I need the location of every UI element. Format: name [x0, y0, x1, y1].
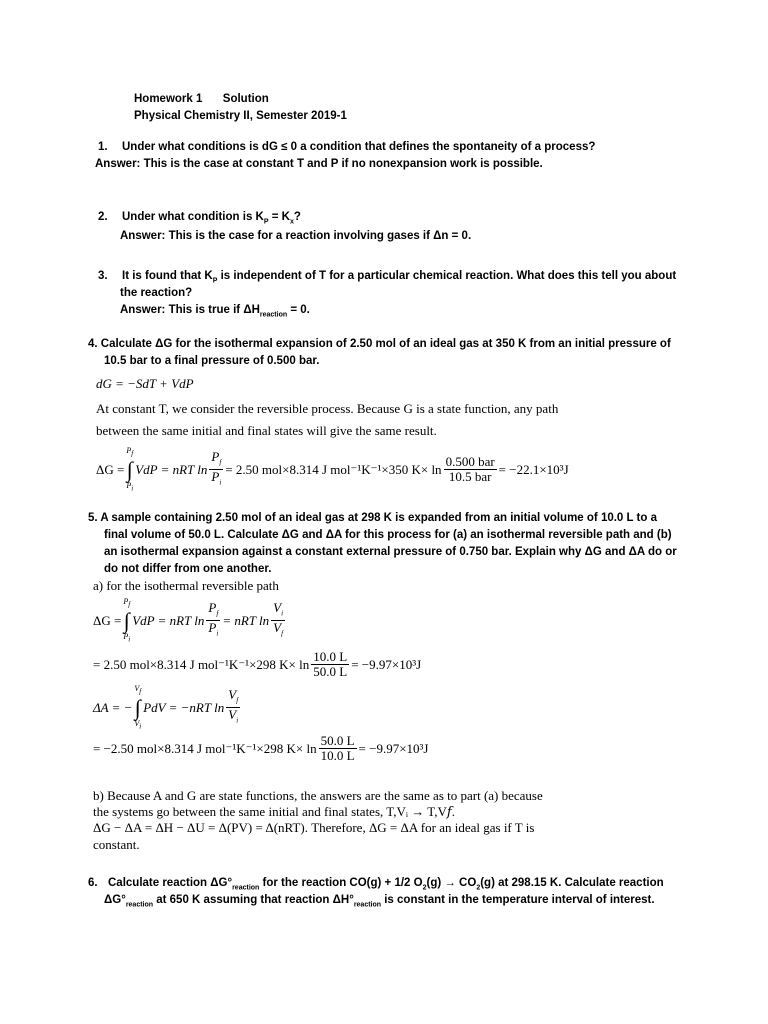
homework-title: Homework 1: [134, 93, 203, 105]
part-b-line-2: the systems go between the same initial and final states, T,Vᵢ → T,V𝑓.: [93, 804, 455, 819]
question-6-cont: $\Delta G^\circ_{reaction}$ at 650 K assuming that reaction $\Delta H^\circ_{reaction}$ is constant in the temperature interval of interest.: [104, 894, 655, 909]
equation-a1: ΔG = $P_f$ ∫ $P_i$ VdP = nRT ln $\frac{P_f}{P_i}$ = nRT ln $\frac{V_i}{V_f}$: [93, 597, 284, 644]
question-number: 1.: [98, 141, 108, 153]
pressure-ratio: $\frac{P_f}{P_i}$: [211, 448, 222, 487]
equation-a2: = 2.50 mol×8.314 J mol⁻¹K⁻¹×298 K× ln $\frac{10.0 L}{50.0 L}$ = −9.97×10³J: [93, 649, 422, 679]
integral-sign: $V_f$ ∫ $V_i$: [134, 684, 142, 731]
question-1: [98, 141, 595, 153]
question-6: 6. Calculate reaction $\Delta G^\circ_{reaction}$ for the reaction CO(g) + 1/2 $O_2(g) \to CO_2(g)$ at 298.15 K. Calculate reaction: [88, 877, 664, 892]
answer-2: Answer: This is the case for a reaction involving gases if Δn = 0.: [120, 230, 472, 242]
pressure-values: $\frac{\text{0.500 bar}}{\text{10.5 bar}}$: [445, 454, 495, 485]
explanation-line-2: between the same initial and final states will give the same result.: [96, 423, 437, 438]
question-number: 6.: [88, 877, 98, 889]
question-4-cont: 10.5 bar to a final pressure of 0.500 bar.: [104, 355, 320, 367]
question-5-line-2: final volume of 50.0 L. Calculate ΔG and ΔA for this process for (a) an isothermal reversible path and (b): [104, 529, 672, 541]
question-4: 4. Calculate ΔG for the isothermal expansion of 2.50 mol of an ideal gas at 350 K from an initial pressure of: [88, 338, 671, 350]
equation-dg: dG = −SdT + VdP: [96, 376, 194, 391]
document-header: [134, 93, 269, 105]
question-3: 3. It is found that $K_P$ is independent of T for a particular chemical reaction. What does this tell you about: [98, 270, 677, 285]
equation-a3: ΔA = − $V_f$ ∫ $V_i$ PdV = −nRT ln $\frac{V_f}{V_i}$: [93, 684, 239, 731]
course-name: Physical Chemistry II, Semester 2019-1: [134, 110, 347, 122]
solution-label: Solution: [222, 93, 269, 105]
question-3-cont: the reaction?: [120, 287, 193, 299]
equation-a4: = −2.50 mol×8.314 J mol⁻¹K⁻¹×298 K× ln $\frac{50.0 L}{10.0 L}$ = −9.97×10³J: [93, 733, 429, 763]
part-b-line-3: ΔG − ΔA = ΔH − ΔU = Δ(PV) = Δ(nRT). Therefore, ΔG = ΔA for an ideal gas if T is: [93, 820, 535, 835]
part-b-line-4: constant.: [93, 837, 140, 852]
question-2: 2. Under what condition is $K_P = K_x$?: [98, 211, 301, 226]
question-number: 2.: [98, 211, 108, 223]
question-5: 5. A sample containing 2.50 mol of an ideal gas at 298 K is expanded from an initial volume of 10.0 L to a: [88, 512, 657, 524]
integral-sign: $P_f$ ∫ $P_i$: [123, 597, 131, 644]
answer-1: Answer: This is the case at constant T and P if no nonexpansion work is possible.: [95, 158, 543, 170]
part-b-line-1: b) Because A and G are state functions, the answers are the same as to part (a) because: [93, 788, 543, 803]
question-5-line-3: an isothermal expansion against a constant external pressure of 0.750 bar. Explain why ΔG and ΔA do or: [104, 546, 677, 558]
question-number: 3.: [98, 270, 108, 282]
part-a-heading: a) for the isothermal reversible path: [93, 578, 279, 593]
question-text: Under what conditions is dG ≤ 0 a condition that defines the spontaneity of a process?: [122, 141, 596, 153]
answer-3: Answer: This is true if $\Delta H_{reaction} = 0$.: [120, 304, 310, 319]
explanation-line-1: At constant T, we consider the reversible process. Because G is a state function, any path: [96, 401, 559, 416]
integral-sign: $P_f$ ∫ $P_i$: [126, 446, 134, 493]
question-5-line-4: do not differ from one another.: [104, 563, 272, 575]
equation-delta-g: ΔG = $P_f$ ∫ $P_i$ VdP = nRT ln $\frac{P_f}{P_i}$ = 2.50 mol×8.314 J mol⁻¹K⁻¹×350 K× ln $\frac{\text{0.500 bar}}{\text{10.5 bar}}$ = −22.1×10³J: [96, 446, 569, 493]
